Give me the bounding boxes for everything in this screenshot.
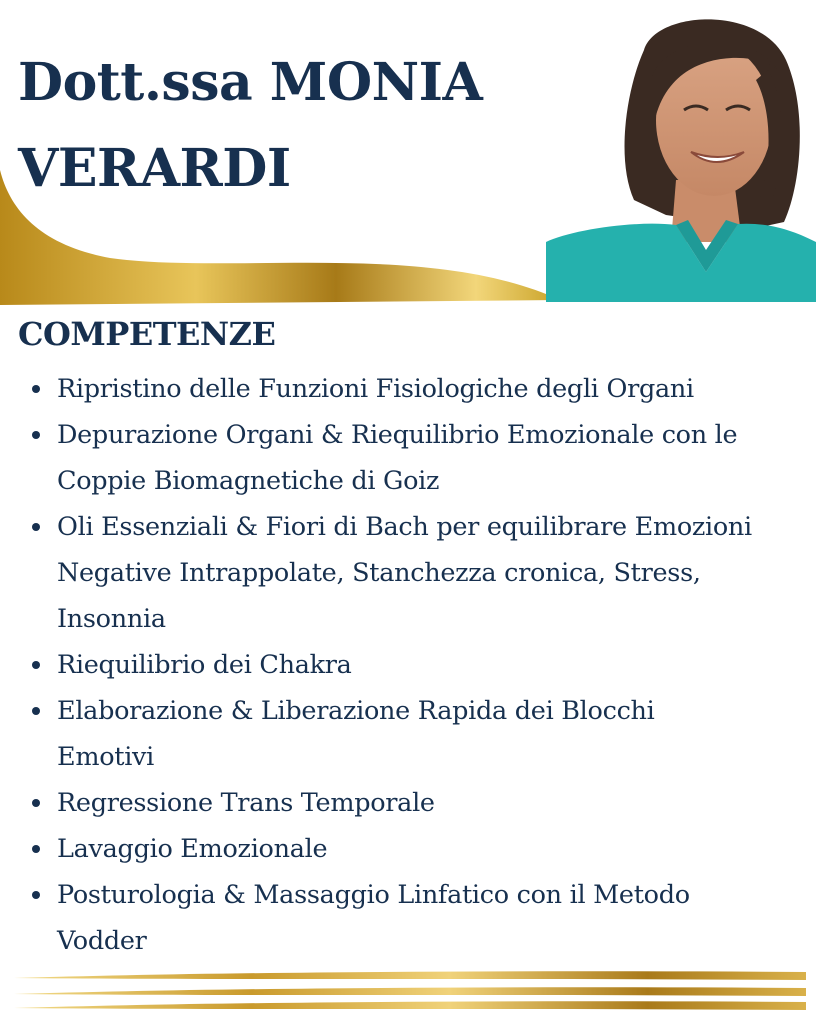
list-item [0,826,819,872]
list-item-text: Riequilibrio dei Chakra [57,650,352,680]
list-item-text: Oli Essenziali & Fiori di Bach per equilibrare Emozioni Negative Intrappolate, Stanchezza cronica, Stress, Insonnia [57,512,752,634]
competenze-title: COMPETENZE [18,315,276,353]
list-item-text: Elaborazione & Liberazione Rapida dei Blocchi Emotivi [57,696,655,772]
bullet-dot [32,845,40,853]
list-item-text: Lavaggio Emozionale [57,834,328,864]
portrait-photo [546,10,816,302]
bullet-dot [32,707,40,715]
list-item [0,688,819,780]
list-item [0,872,819,964]
list-item [0,780,819,826]
gold-lines-decoration [14,966,806,1016]
doctor-name-line2: VERARDI [18,138,291,199]
bullet-dot [32,431,40,439]
bullet-dot [32,799,40,807]
gold-wave-decoration [0,170,600,305]
list-item-text: Posturologia & Massaggio Linfatico con il Metodo Vodder [57,880,690,956]
list-item [0,504,819,642]
bullet-dot [32,891,40,899]
list-item-text: Depurazione Organi & Riequilibrio Emozionale con le Coppie Biomagnetiche di Goiz [57,420,738,496]
list-item [0,412,819,504]
header [0,0,819,305]
bullet-dot [32,661,40,669]
list-item [0,642,819,688]
list-item-text: Ripristino delle Funzioni Fisiologiche degli Organi [57,374,694,404]
list-item-text: Regressione Trans Temporale [57,788,435,818]
list-item [0,366,819,412]
bullet-dot [32,385,40,393]
competenze-list [0,366,819,964]
bullet-dot [32,523,40,531]
doctor-name-line1: Dott.ssa MONIA [18,52,483,113]
